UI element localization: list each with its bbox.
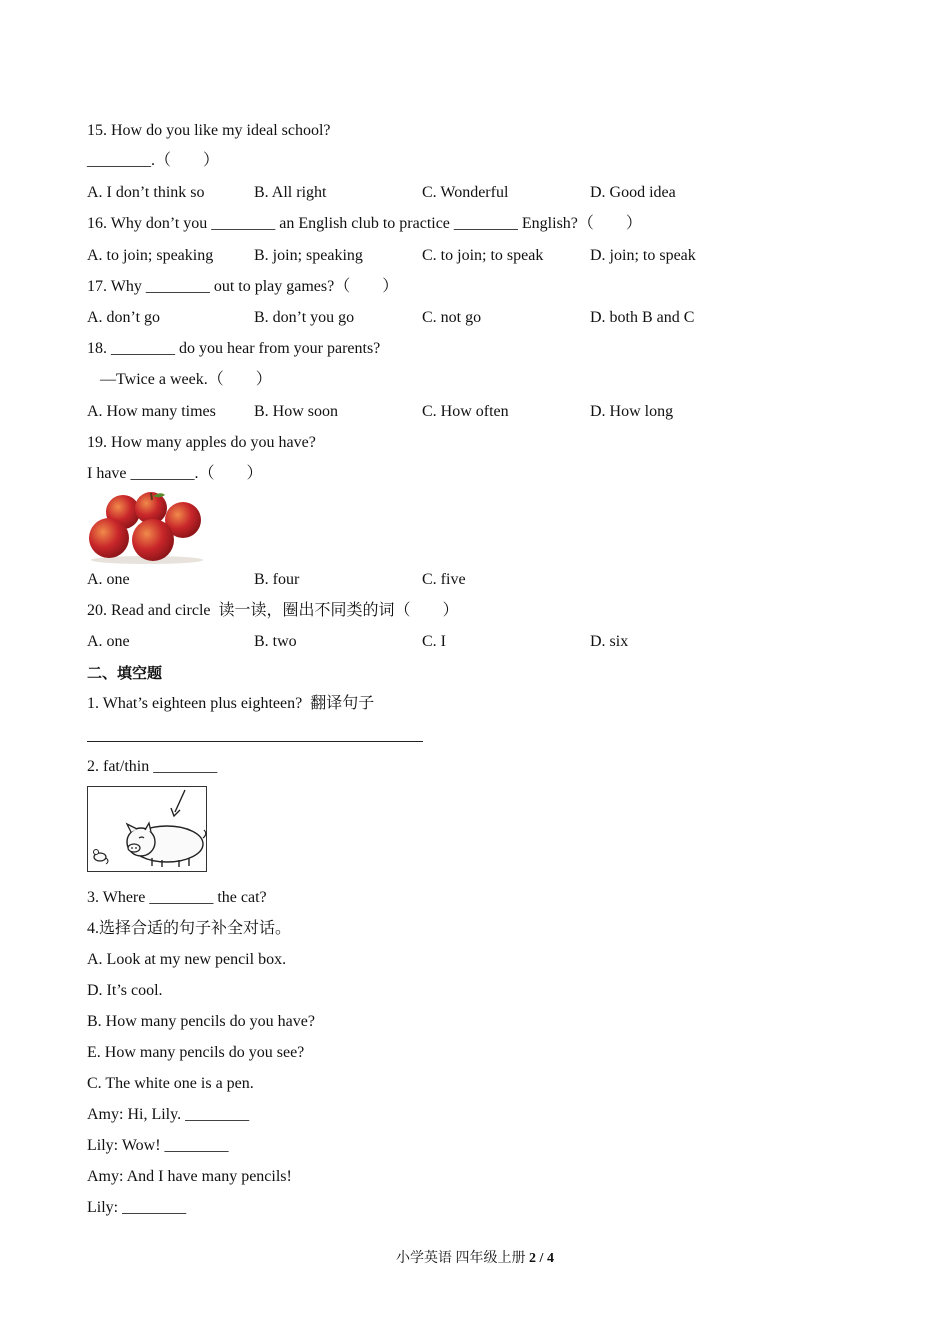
fill-3-stem: 3. Where ________ the cat? [87, 889, 267, 906]
q15-answer-line: ________.（ ） [87, 152, 220, 169]
q18-stem: 18. ________ do you hear from your parents? [87, 340, 381, 357]
q18-reply: —Twice a week.（ ） [100, 371, 272, 388]
q20-option-d: D. six [590, 633, 629, 650]
q18-option-d: D. How long [590, 403, 674, 420]
page-total: 4 [546, 1251, 554, 1266]
q19-answer-line: I have ________.（ ） [87, 465, 263, 482]
dialogue-line-2: Lily: Wow! ________ [87, 1137, 229, 1154]
q19-option-c: C. five [422, 571, 466, 588]
q20-option-b: B. two [254, 633, 297, 650]
fill-1-stem: 1. What’s eighteen plus eighteen? 翻译句子 [87, 695, 375, 712]
q20-option-c: C. I [422, 633, 446, 650]
q16-stem: 16. Why don’t you ________ an English club to practice ________ English?（ ） [87, 215, 642, 232]
q15-option-d: D. Good idea [590, 184, 676, 201]
q15-option-a: A. I don’t think so [87, 184, 205, 201]
fill-4-stem: 4.选择合适的句子补全对话。 [87, 920, 292, 937]
dialogue-line-3: Amy: And I have many pencils! [87, 1168, 292, 1185]
footer-title: 小学英语 四年级上册 [396, 1251, 530, 1266]
q19-stem: 19. How many apples do you have? [87, 434, 316, 451]
q16-option-b: B. join; speaking [254, 247, 363, 264]
q16-option-a: A. to join; speaking [87, 247, 214, 264]
q18-option-c: C. How often [422, 403, 509, 420]
dialogue-line-4: Lily: ________ [87, 1199, 187, 1216]
q19-option-b: B. four [254, 571, 300, 588]
page-number: 2 [529, 1251, 537, 1266]
q15-option-b: B. All right [254, 184, 327, 201]
q15-stem: 15. How do you like my ideal school? [87, 122, 331, 139]
apple-shape [89, 518, 129, 558]
choice-d: D. It’s cool. [87, 982, 163, 999]
q20-option-a: A. one [87, 633, 130, 650]
q19-options [87, 570, 787, 590]
choice-b: B. How many pencils do you have? [87, 1013, 315, 1030]
page-footer [0, 1247, 950, 1267]
apple-shape [132, 519, 174, 561]
q20-options [87, 632, 787, 652]
q17-options [87, 308, 787, 328]
q19-option-a: A. one [87, 571, 130, 588]
q18-options [87, 402, 787, 422]
answer-underline [87, 741, 423, 742]
q17-option-b: B. don’t you go [254, 309, 355, 326]
choice-e: E. How many pencils do you see? [87, 1044, 305, 1061]
q17-stem: 17. Why ________ out to play games?（ ） [87, 278, 399, 295]
q18-option-b: B. How soon [254, 403, 339, 420]
choice-a: A. Look at my new pencil box. [87, 951, 287, 968]
q15-option-c: C. Wonderful [422, 184, 509, 201]
choice-c: C. The white one is a pen. [87, 1075, 254, 1092]
pig-image [87, 786, 207, 872]
q15-options [87, 183, 787, 203]
dialogue-line-1: Amy: Hi, Lily. ________ [87, 1106, 250, 1123]
apples-image [87, 490, 207, 564]
q20-stem: 20. Read and circle 读一读，圈出不同类的词（ ） [87, 602, 459, 619]
q18-option-a: A. How many times [87, 403, 216, 420]
section-heading: 二、填空题 [87, 664, 163, 682]
q17-option-d: D. both B and C [590, 309, 695, 326]
fill-2-stem: 2. fat/thin ________ [87, 758, 218, 775]
page-separator: / [536, 1251, 547, 1266]
q17-option-c: C. not go [422, 309, 482, 326]
q16-option-d: D. join; to speak [590, 247, 696, 264]
q17-option-a: A. don’t go [87, 309, 161, 326]
q16-options [87, 246, 787, 266]
q16-option-c: C. to join; to speak [422, 247, 544, 264]
